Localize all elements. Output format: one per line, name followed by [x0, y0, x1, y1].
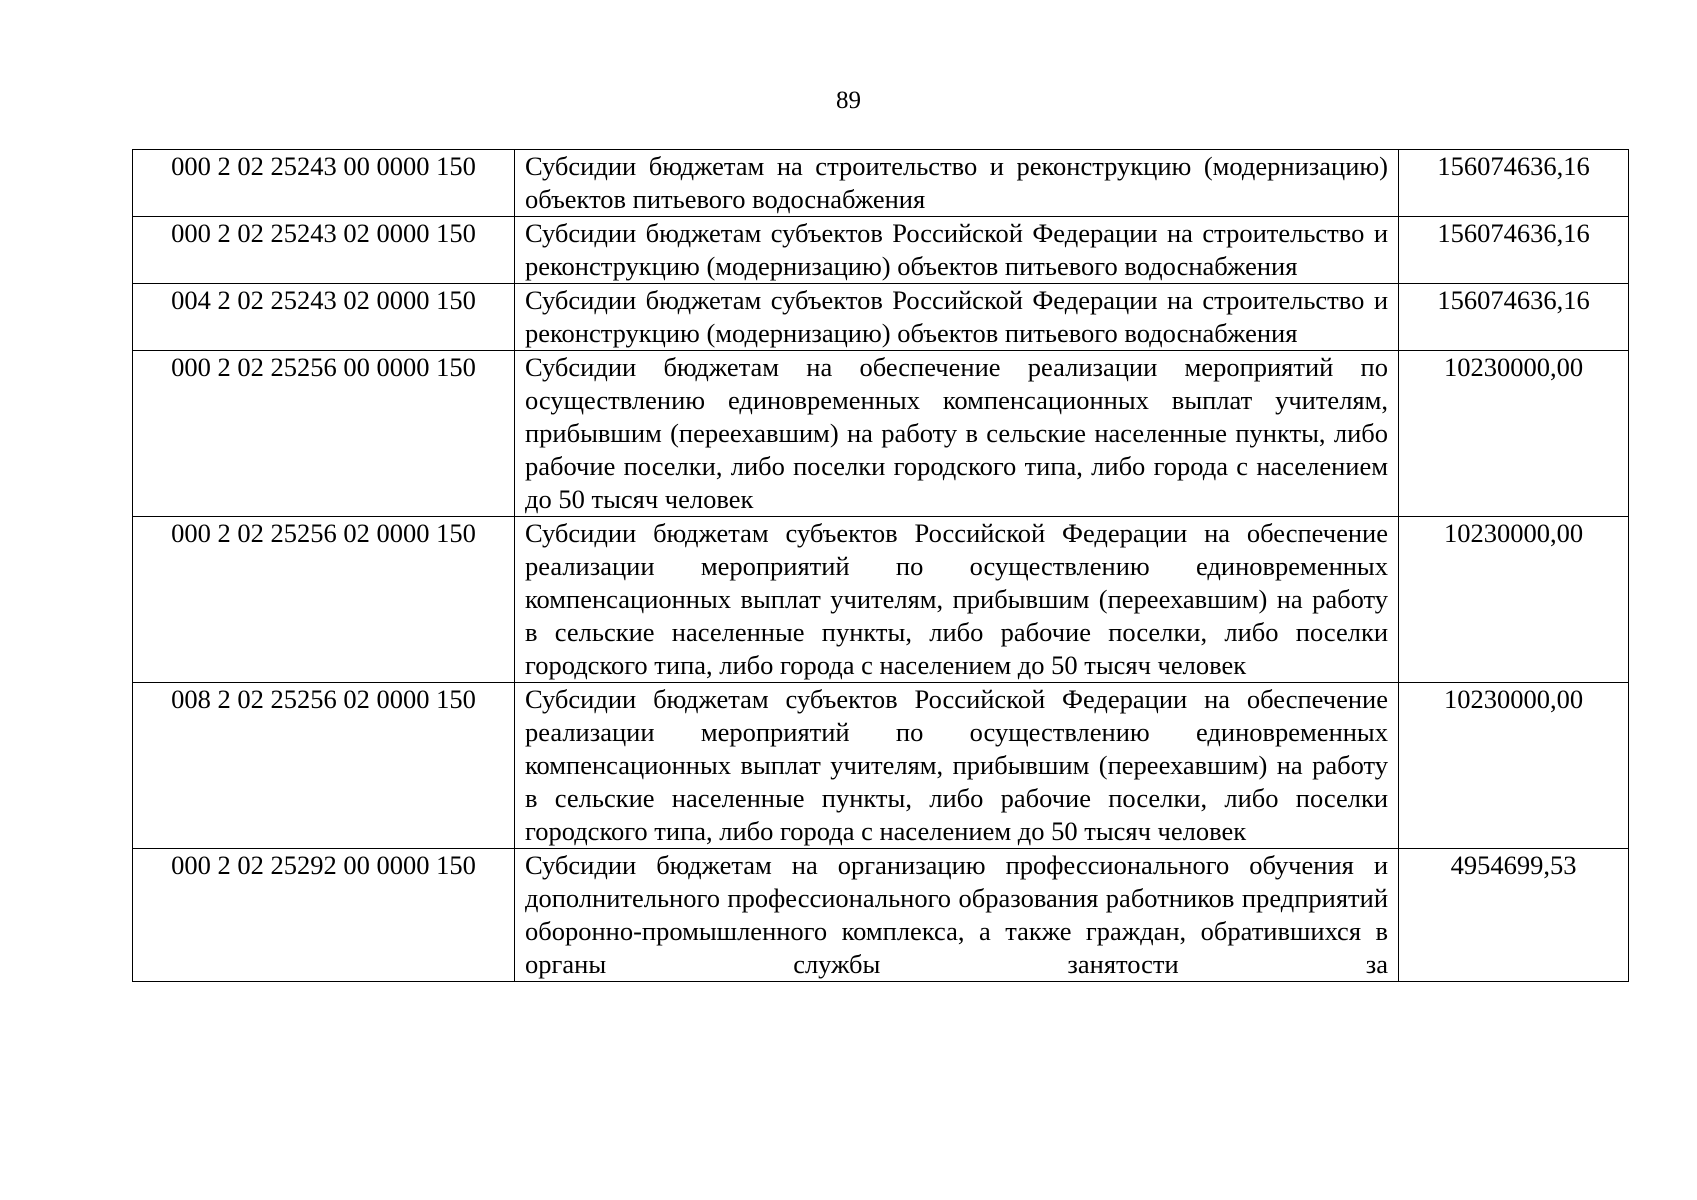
budget-code-cell: 000 2 02 25292 00 0000 150	[133, 849, 515, 982]
amount-cell: 4954699,53	[1399, 849, 1629, 982]
description-cell: Субсидии бюджетам субъектов Российской Федерации на обеспечение реализации мероприятий по осуществлению единовременных компенсационных выплат учителям, прибывшим (переехавшим) на работу в сельские населенные пункты, либо рабочие поселки, либо поселки городского типа, либо города с населением до 50 тысяч человек	[515, 683, 1399, 849]
table-row	[133, 849, 1629, 982]
amount-cell: 10230000,00	[1399, 683, 1629, 849]
amount-cell: 10230000,00	[1399, 517, 1629, 683]
amount-cell: 156074636,16	[1399, 150, 1629, 217]
description-cell: Субсидии бюджетам субъектов Российской Федерации на строительство и реконструкцию (модернизацию) объектов питьевого водоснабжения	[515, 284, 1399, 351]
table-row	[133, 683, 1629, 849]
budget-code-cell: 000 2 02 25256 02 0000 150	[133, 517, 515, 683]
page-number: 89	[836, 87, 861, 114]
table-row	[133, 284, 1629, 351]
description-cell: Субсидии бюджетам на обеспечение реализации мероприятий по осуществлению единовременных компенсационных выплат учителям, прибывшим (переехавшим) на работу в сельские населенные пункты, либо рабочие поселки, либо поселки городского типа, либо города с населением до 50 тысяч человек	[515, 351, 1399, 517]
table-row	[133, 150, 1629, 217]
budget-code-cell: 008 2 02 25256 02 0000 150	[133, 683, 515, 849]
description-cell: Субсидии бюджетам на организацию профессионального обучения и дополнительного профессионального образования работников предприятий оборонно-промышленного комплекса, а также граждан, обратившихся в органы службы занятости за	[515, 849, 1399, 982]
budget-code-cell: 000 2 02 25256 00 0000 150	[133, 351, 515, 517]
amount-cell: 156074636,16	[1399, 217, 1629, 284]
budget-code-cell: 000 2 02 25243 02 0000 150	[133, 217, 515, 284]
amount-cell: 156074636,16	[1399, 284, 1629, 351]
amount-cell: 10230000,00	[1399, 351, 1629, 517]
budget-revenue-table	[132, 149, 1629, 982]
table-row	[133, 517, 1629, 683]
table-row	[133, 217, 1629, 284]
table-row	[133, 351, 1629, 517]
description-cell: Субсидии бюджетам на строительство и реконструкцию (модернизацию) объектов питьевого водоснабжения	[515, 150, 1399, 217]
budget-code-cell: 000 2 02 25243 00 0000 150	[133, 150, 515, 217]
description-cell: Субсидии бюджетам субъектов Российской Федерации на обеспечение реализации мероприятий по осуществлению единовременных компенсационных выплат учителям, прибывшим (переехавшим) на работу в сельские населенные пункты, либо рабочие поселки, либо поселки городского типа, либо города с населением до 50 тысяч человек	[515, 517, 1399, 683]
description-cell: Субсидии бюджетам субъектов Российской Федерации на строительство и реконструкцию (модернизацию) объектов питьевого водоснабжения	[515, 217, 1399, 284]
budget-code-cell: 004 2 02 25243 02 0000 150	[133, 284, 515, 351]
